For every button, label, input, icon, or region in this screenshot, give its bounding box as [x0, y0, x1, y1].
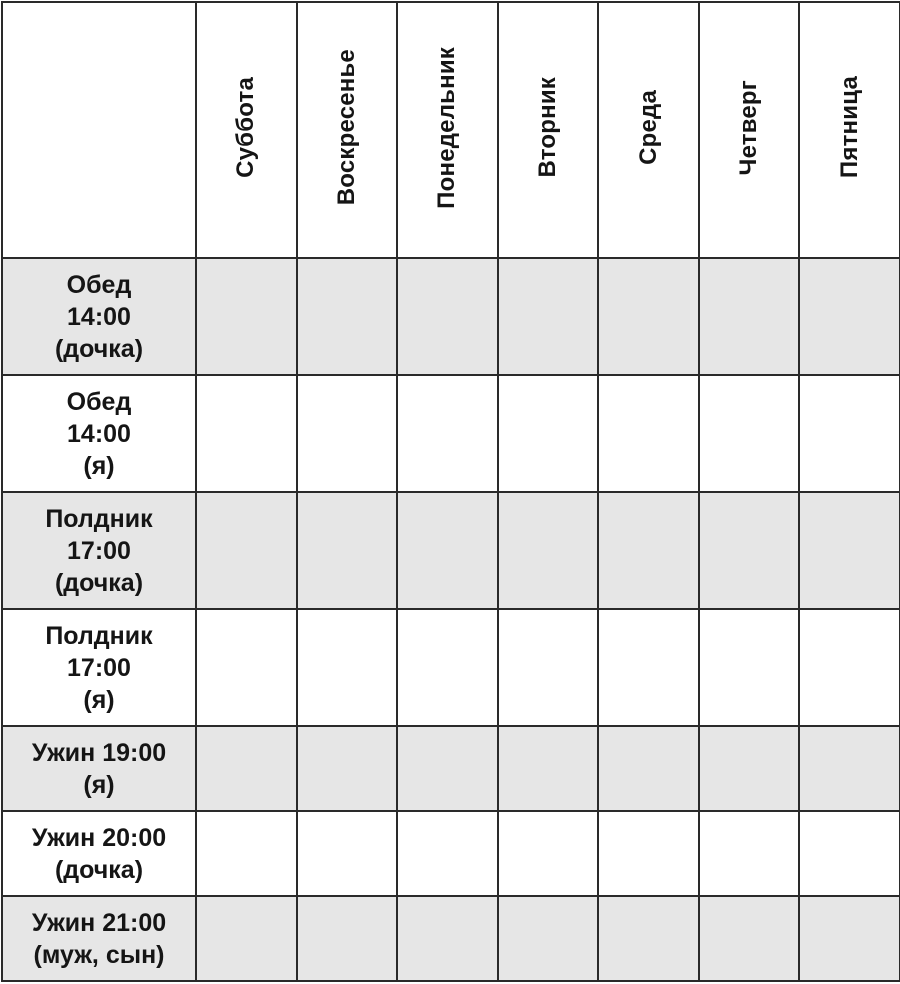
meal-slot-cell[interactable] — [196, 375, 297, 492]
meal-slot-cell[interactable] — [297, 726, 398, 811]
meal-slot-cell[interactable] — [196, 492, 297, 609]
meal-slot-cell[interactable] — [799, 726, 900, 811]
meal-name: Обед — [66, 270, 132, 299]
meal-label-cell — [2, 258, 196, 375]
day-label: Среда — [634, 90, 662, 165]
meal-slot-cell[interactable] — [397, 258, 498, 375]
day-header-saturday — [196, 2, 297, 258]
day-label: Четверг — [735, 79, 763, 176]
meal-slot-cell[interactable] — [498, 609, 599, 726]
meal-slot-cell[interactable] — [397, 609, 498, 726]
header-row — [2, 2, 900, 258]
meal-time: 17:00 — [67, 653, 131, 682]
day-header-wednesday — [598, 2, 699, 258]
meal-label-cell — [2, 492, 196, 609]
meal-slot-cell[interactable] — [397, 492, 498, 609]
meal-name-time: Ужин 21:00 — [31, 908, 167, 937]
meal-label-cell — [2, 375, 196, 492]
table-row — [2, 726, 900, 811]
meal-slot-cell[interactable] — [598, 258, 699, 375]
meal-slot-cell[interactable] — [598, 492, 699, 609]
meal-slot-cell[interactable] — [297, 375, 398, 492]
day-header-sunday — [297, 2, 398, 258]
meal-slot-cell[interactable] — [498, 375, 599, 492]
meal-slot-cell[interactable] — [297, 258, 398, 375]
meal-slot-cell[interactable] — [699, 375, 800, 492]
meal-slot-cell[interactable] — [297, 896, 398, 981]
meal-label-cell — [2, 896, 196, 981]
meal-slot-cell[interactable] — [397, 896, 498, 981]
meal-slot-cell[interactable] — [699, 896, 800, 981]
meal-slot-cell[interactable] — [196, 609, 297, 726]
table-row — [2, 896, 900, 981]
meal-slot-cell[interactable] — [699, 609, 800, 726]
meal-slot-cell[interactable] — [297, 811, 398, 896]
meal-slot-cell[interactable] — [297, 492, 398, 609]
meal-person: (дочка) — [54, 568, 144, 597]
meal-time: 14:00 — [67, 302, 131, 331]
corner-cell — [2, 2, 196, 258]
meal-slot-cell[interactable] — [397, 811, 498, 896]
day-label: Вторник — [533, 77, 561, 178]
day-header-thursday — [699, 2, 800, 258]
meal-slot-cell[interactable] — [598, 375, 699, 492]
day-header-tuesday — [498, 2, 599, 258]
meal-slot-cell[interactable] — [598, 609, 699, 726]
meal-slot-cell[interactable] — [598, 811, 699, 896]
meal-slot-cell[interactable] — [799, 609, 900, 726]
table-row — [2, 609, 900, 726]
meal-slot-cell[interactable] — [196, 896, 297, 981]
meal-slot-cell[interactable] — [498, 811, 599, 896]
meal-person: (я) — [83, 451, 115, 480]
meal-label-cell — [2, 811, 196, 896]
meal-label-cell — [2, 726, 196, 811]
day-header-friday — [799, 2, 900, 258]
meal-person: (муж, сын) — [33, 940, 165, 969]
meal-slot-cell[interactable] — [799, 258, 900, 375]
day-label: Суббота — [232, 77, 260, 178]
meal-slot-cell[interactable] — [297, 609, 398, 726]
meal-slot-cell[interactable] — [196, 726, 297, 811]
meal-time: 17:00 — [67, 536, 131, 565]
meal-slot-cell[interactable] — [598, 896, 699, 981]
meal-name: Полдник — [45, 504, 153, 533]
meal-name: Полдник — [45, 621, 153, 650]
meal-slot-cell[interactable] — [699, 811, 800, 896]
meal-person: (дочка) — [54, 855, 144, 884]
meal-slot-cell[interactable] — [498, 492, 599, 609]
meal-slot-cell[interactable] — [397, 375, 498, 492]
day-header-monday — [397, 2, 498, 258]
meal-name-time: Ужин 20:00 — [31, 823, 167, 852]
meal-slot-cell[interactable] — [397, 726, 498, 811]
meal-slot-cell[interactable] — [196, 258, 297, 375]
meal-person: (я) — [83, 770, 115, 799]
meal-person: (я) — [83, 685, 115, 714]
meal-plan-table — [1, 1, 900, 982]
table-row — [2, 492, 900, 609]
meal-slot-cell[interactable] — [598, 726, 699, 811]
meal-slot-cell[interactable] — [498, 896, 599, 981]
meal-time: 14:00 — [67, 419, 131, 448]
meal-slot-cell[interactable] — [498, 258, 599, 375]
meal-slot-cell[interactable] — [799, 375, 900, 492]
meal-slot-cell[interactable] — [799, 492, 900, 609]
meal-slot-cell[interactable] — [498, 726, 599, 811]
meal-slot-cell[interactable] — [699, 258, 800, 375]
meal-name: Обед — [66, 387, 132, 416]
meal-slot-cell[interactable] — [196, 811, 297, 896]
day-label: Понедельник — [433, 46, 461, 209]
table-row — [2, 811, 900, 896]
meal-slot-cell[interactable] — [799, 811, 900, 896]
day-label: Воскресенье — [332, 49, 360, 206]
day-label: Пятница — [835, 76, 863, 179]
meal-person: (дочка) — [54, 334, 144, 363]
meal-slot-cell[interactable] — [699, 726, 800, 811]
meal-slot-cell[interactable] — [699, 492, 800, 609]
table-row — [2, 258, 900, 375]
table-row — [2, 375, 900, 492]
meal-label-cell — [2, 609, 196, 726]
meal-slot-cell[interactable] — [799, 896, 900, 981]
meal-name-time: Ужин 19:00 — [31, 738, 167, 767]
